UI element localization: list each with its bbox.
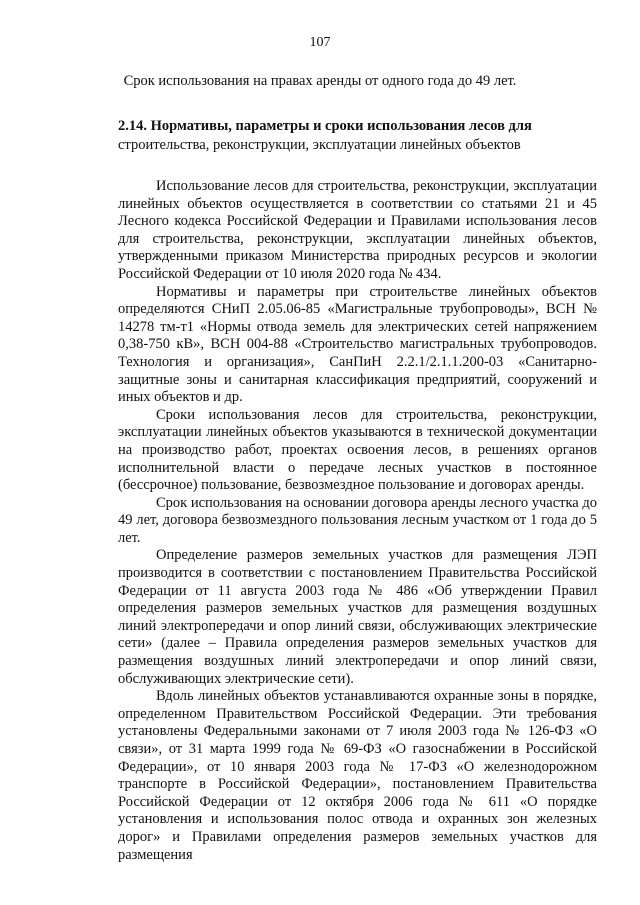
- paragraph-forest-use-basis: Использование лесов для строительства, реконструкции, эксплуатации линейных объектов осуществляется в соответствии со статьями 21 и 45 Лесного кодекса Российской Федерации и Правилами использования лесов для строительства, реконструкции, эксплуатации линейных объектов, утвержденными приказом Министерства природных ресурсов и экологии Российской Федерации от 10 июля 2020 года № 434.: [118, 178, 597, 282]
- paragraph-norms: Нормативы и параметры при строительстве линейных объектов определяются СНиП 2.05.06-85 «Магистральные трубопроводы», ВСН № 14278 тм-т1 «Нормы отвода земель для электрических сетей напряжением 0,38-750 кВ», ВСН 004-88 «Строительство магистральных трубопроводов. Технология и организация», СанПиН 2.2.1/2.1.1.200-03 «Санитарно-защитные зоны и санитарная классификация предприятий, сооружений и иных объектов и др.: [118, 283, 597, 406]
- lease-term-line: Срок использования на правах аренды от одного года до 49 лет.: [123, 73, 517, 89]
- paragraph-power-lines: Определение размеров земельных участков для размещения ЛЭП производится в соответствии с постановлением Правительства Российской Федерации от 11 августа 2003 года № 486 «Об утверждении Правил определения размеров земельных участков для размещения воздушных линий электропередачи и опор линий связи, обслуживающих электрические сети» (далее – Правила определения размеров земельных участков для размещения воздушных линий электропередачи и опор линий связи, обслуживающих электрические сети).: [118, 547, 597, 687]
- paragraph-lease-term: Срок использования на основании договора аренды лесного участка до 49 лет, договора безвозмездного пользования лесным участком от 1 года до 5 лет.: [118, 494, 597, 546]
- paragraph-terms: Сроки использования лесов для строительства, реконструкции, эксплуатации линейных объектов указываются в технической документации на производство работ, проектах освоения лесов, в решениях органов исполнительной власти о передаче лесных участков в постоянное (бессрочное) пользование, безвозмездное пользование и договорах аренды.: [118, 406, 597, 494]
- section-heading-bold: 2.14. Нормативы, параметры и сроки использования лесов для: [118, 118, 532, 134]
- body-text: [118, 178, 597, 864]
- section-heading-rest: строительства, реконструкции, эксплуатации линейных объектов: [118, 137, 521, 153]
- section-heading: [118, 117, 597, 155]
- page-number: 107: [309, 35, 331, 50]
- paragraph-protection-zones: Вдоль линейных объектов устанавливаются охранные зоны в порядке, определенном Правительством Российской Федерации. Эти требования установлены Федеральными законами от 7 июля 2003 года № 126-ФЗ «О связи», от 31 марта 1999 года № 69-ФЗ «О газоснабжении в Российской Федерации», от 10 января 2003 года № 17-ФЗ «О железнодорожном транспорте в Российской Федерации», постановлением Правительства Российской Федерации от 12 октября 2006 года № 611 «О порядке установления и использования полос отвода и охранных зон железных дорог» и Правилами определения размеров земельных участков для размещения: [118, 688, 597, 863]
